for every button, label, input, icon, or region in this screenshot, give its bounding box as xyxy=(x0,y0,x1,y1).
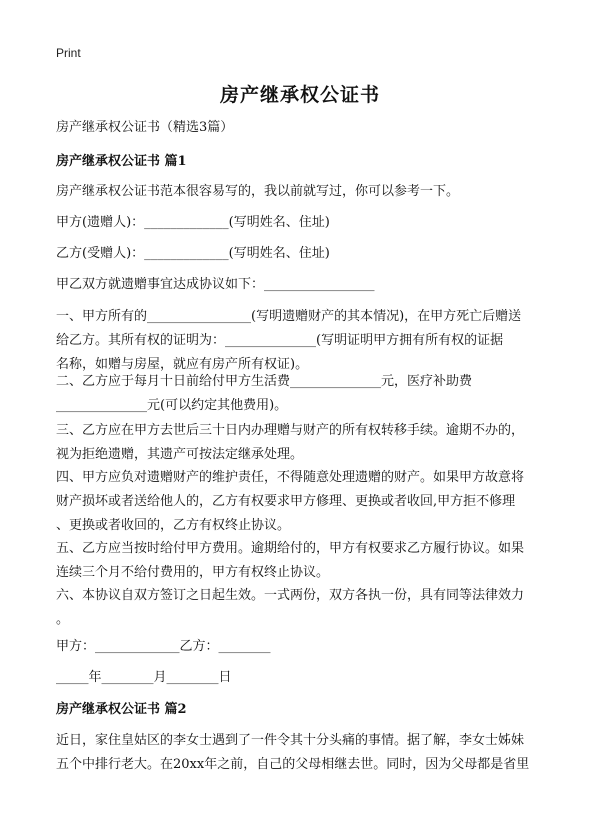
signature-line: 甲方：_____________乙方：________ xyxy=(56,639,271,654)
clause-2-line: 二、乙方应于每月十日前给付甲方生活费______________元，医疗补助费 xyxy=(56,374,473,389)
clause-1-line: 名称，如赠与房屋，就应有房产所有权证)。 xyxy=(56,357,309,372)
clause-4-line: 四、甲方应负对遗赠财产的维护责任，不得随意处理遗赠的财产。如果甲方故意将 xyxy=(56,470,525,485)
print-label: Print xyxy=(56,46,81,60)
clause-6-line: 六、本协议自双方签订之日起生效。一式两份，双方各执一份，具有同等法律效力 xyxy=(56,588,525,603)
clause-3 xyxy=(56,419,556,467)
clause-3-line: 三、乙方应在甲方去世后三十日内办理赠与财产的所有权转移手续。逾期不办的， xyxy=(56,423,525,438)
clause-1-line: 一、甲方所有的________________(写明遗赠财产的其本情况)，在甲方死亡后赠送 xyxy=(56,309,522,324)
agreement-line: 甲乙双方就遗赠事宜达成协议如下：_________________ xyxy=(56,277,375,292)
clause-2 xyxy=(56,370,556,418)
clause-4 xyxy=(56,466,556,538)
clause-2-line: ______________元(可以约定其他费用)。 xyxy=(56,398,288,413)
clause-4-line: 财产损坏或者送给他人的，乙方有权要求甲方修理、更换或者收回,甲方拒不修理 xyxy=(56,494,516,509)
party-a-line: 甲方(遗赠人)：_____________(写明姓名、住址) xyxy=(56,215,330,230)
clause-6 xyxy=(56,584,556,632)
section2-body-line: 近日，家住皇姑区的李女士遇到了一件令其十分头痛的事情。据了解，李女士姊妹 xyxy=(56,733,525,748)
section1-heading: 房产继承权公证书 篇1 xyxy=(56,154,187,169)
section2-body-line: 五个中排行老大。在20xx年之前，自己的父母相继去世。同时，因为父母都是省里 xyxy=(56,757,530,772)
party-b-line: 乙方(受赠人)：_____________(写明姓名、住址) xyxy=(56,246,330,261)
clause-4-line: 、更换或者收回的，乙方有权终止协议。 xyxy=(56,518,291,533)
document-title: 房产继承权公证书 xyxy=(219,84,380,106)
section2-heading: 房产继承权公证书 篇2 xyxy=(56,702,187,717)
date-line: _____年________月________日 xyxy=(56,670,232,685)
clause-1-line: 给乙方。其所有权的证明为：______________(写明证明甲方拥有所有权的证据 xyxy=(56,333,504,348)
clause-5-line: 连续三个月不给付费用的，甲方有权终止协议。 xyxy=(56,565,330,580)
clause-6-line: 。 xyxy=(56,612,70,627)
section2-body xyxy=(56,729,556,777)
clause-1 xyxy=(56,305,556,377)
clause-3-line: 视为拒绝遗赠，其遗产可按法定继承处理。 xyxy=(56,447,304,462)
clause-5-line: 五、乙方应当按时给付甲方费用。逾期给付的，甲方有权要求乙方履行协议。如果 xyxy=(56,541,525,556)
section1-intro: 房产继承权公证书范本很容易写的，我以前就写过，你可以参考一下。 xyxy=(56,184,460,199)
document-subtitle: 房产继承权公证书（精选3篇） xyxy=(56,120,234,135)
clause-5 xyxy=(56,537,556,585)
